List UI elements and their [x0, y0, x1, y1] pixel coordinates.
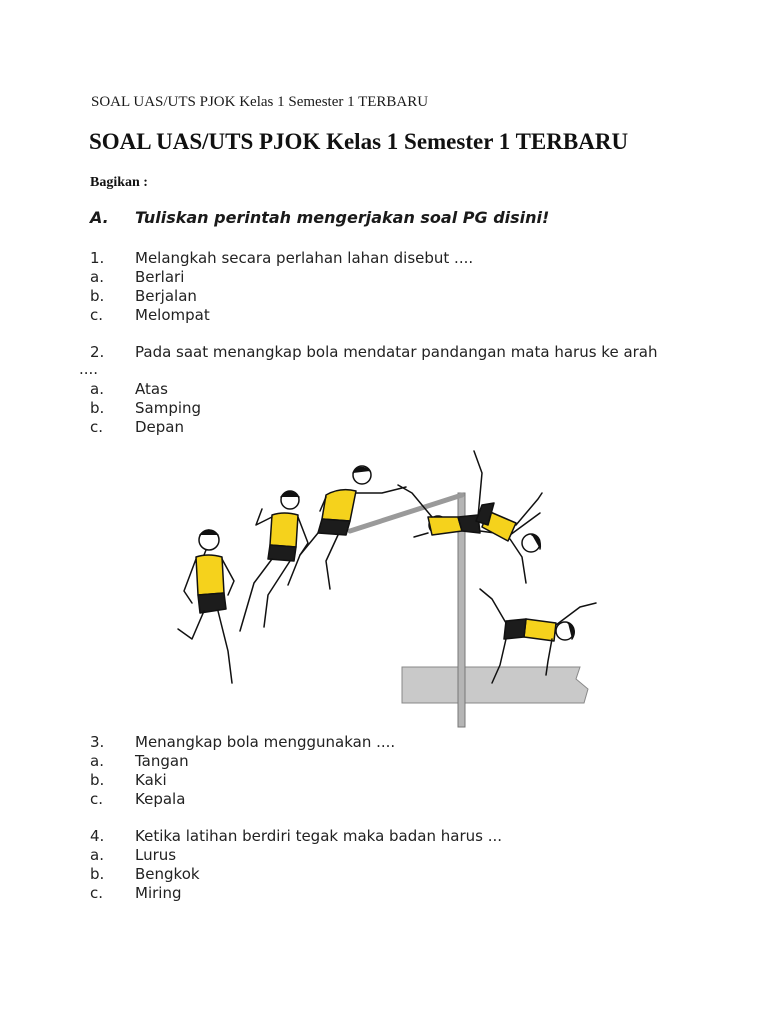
athlete-arching-icon: [476, 493, 542, 583]
option-letter: a.: [90, 268, 104, 286]
option-letter: c.: [90, 418, 104, 436]
landing-mat: [402, 667, 588, 703]
question-text: Melangkah secara perlahan lahan disebut ....: [135, 249, 474, 267]
section-instruction: [90, 208, 549, 227]
option-letter: c.: [90, 884, 104, 902]
option-text: Lurus: [135, 846, 177, 864]
option-letter: b.: [90, 865, 105, 883]
document-header-small: SOAL UAS/UTS PJOK Kelas 1 Semester 1 TERBARU: [91, 94, 429, 110]
option-letter: c.: [90, 790, 104, 808]
question-number: 2.: [90, 343, 105, 361]
option-text: Samping: [135, 399, 202, 417]
question-2: [79, 343, 658, 437]
option-text: Tangan: [135, 752, 189, 770]
question-number: 1.: [90, 249, 105, 267]
section-number: A.: [90, 208, 109, 227]
option-text: Berjalan: [135, 287, 197, 305]
question-text: Pada saat menangkap bola mendatar pandangan mata harus ke arah: [135, 343, 658, 361]
share-label[interactable]: Bagikan :: [90, 175, 148, 190]
option-text: Melompat: [135, 306, 210, 324]
option-letter: a.: [90, 846, 104, 864]
option-text: Kaki: [135, 771, 167, 789]
option-letter: c.: [90, 306, 104, 324]
athlete-rising-icon: [288, 466, 406, 589]
athlete-clearing-icon: [398, 451, 540, 537]
high-jump-illustration: [170, 443, 600, 733]
option-letter: b.: [90, 771, 105, 789]
option-text: Bengkok: [135, 865, 200, 883]
option-letter: b.: [90, 399, 105, 417]
option-text: Berlari: [135, 268, 185, 286]
question-3: [90, 733, 395, 809]
question-1: [90, 249, 473, 325]
option-text: Depan: [135, 418, 184, 436]
option-text: Atas: [135, 380, 168, 398]
option-letter: a.: [90, 380, 104, 398]
question-text: Menangkap bola menggunakan ....: [135, 733, 396, 751]
option-text: Miring: [135, 884, 182, 902]
option-letter: b.: [90, 287, 105, 305]
question-number: 4.: [90, 827, 105, 845]
athlete-running-icon: [178, 530, 234, 683]
page-title: SOAL UAS/UTS PJOK Kelas 1 Semester 1 TERBARU: [89, 129, 629, 154]
section-text: Tuliskan perintah mengerjakan soal PG disini!: [135, 208, 550, 227]
question-number: 3.: [90, 733, 105, 751]
question-text: Ketika latihan berdiri tegak maka badan harus ...: [135, 827, 503, 845]
option-letter: a.: [90, 752, 104, 770]
question-4: [90, 827, 502, 903]
question-continuation: ....: [79, 360, 99, 378]
option-text: Kepala: [135, 790, 186, 808]
